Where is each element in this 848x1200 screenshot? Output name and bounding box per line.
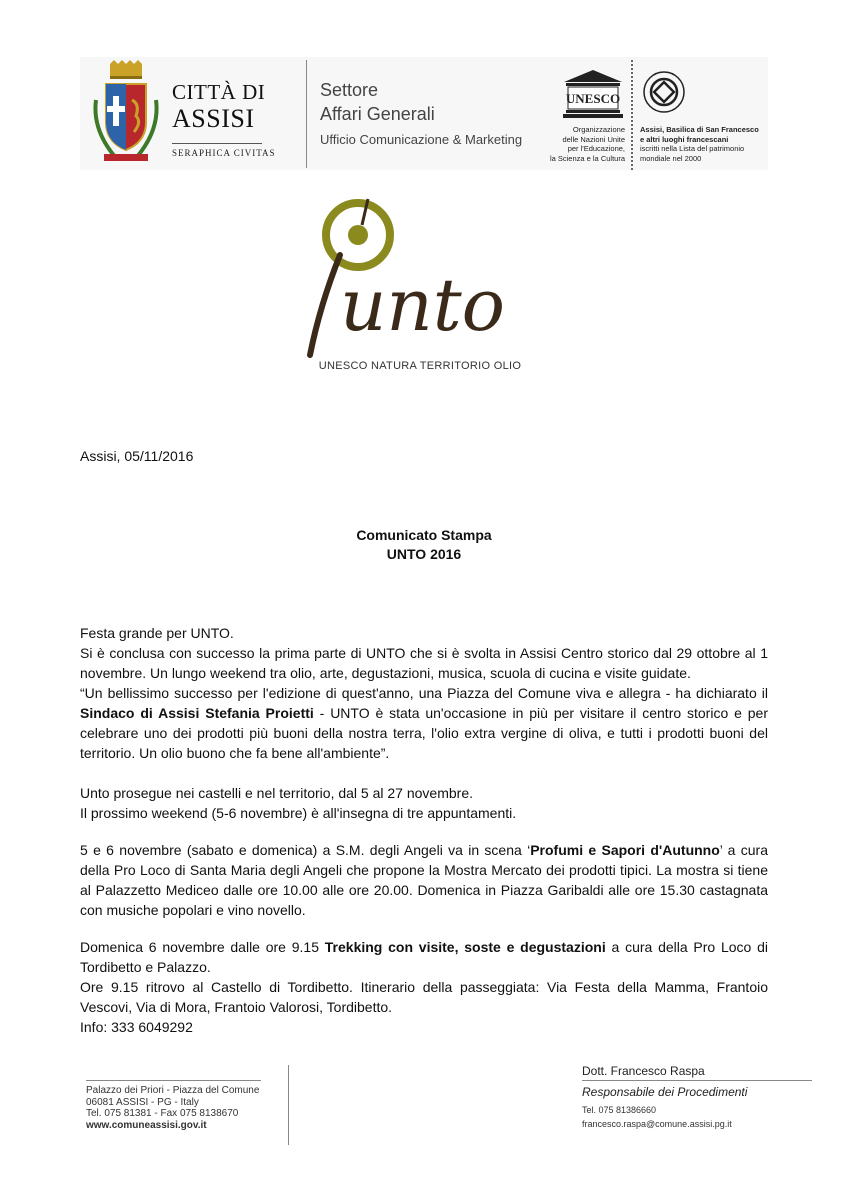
signatory-phone: Tel. 075 81386660 — [582, 1105, 657, 1115]
signatory-email[interactable]: francesco.raspa@comune.assisi.pg.it — [582, 1119, 732, 1129]
unto-logo-icon — [300, 195, 540, 370]
paragraph-2: Unto prosegue nei castelli e nel territorio, dal 5 al 27 novembre. Il prossimo weekend (5-6 novembre) è all'insegna di tre appuntamenti. — [80, 785, 517, 821]
assisi-crest-icon — [86, 60, 166, 170]
unesco-caption: Organizzazione delle Nazioni Unite per l'Educazione, la Scienza e la Cultura — [549, 125, 625, 163]
paragraph-4: Domenica 6 novembre dalle ore 9.15 Trekking con visite, soste e degustazioni a cura della Pro Loco di Tordibetto e Palazzo. Ore 9.15 ritrovo al Castello di Tordibetto. Itinerario della passeggiata: Via Festa della Mamma, Frantoio Vescovi, Via di Mora, Frantoio Valorosi, Tordibetto. Info: 333 6049292 — [80, 939, 769, 1035]
city-name: CITTÀ DI ASSISI — [172, 80, 266, 133]
website-link[interactable]: www.comuneassisi.gov.it — [86, 1119, 207, 1131]
signatory-role: Responsabile dei Procedimenti — [582, 1085, 748, 1099]
unesco-word: UNESCO — [565, 91, 621, 106]
letter-date: Assisi, 05/11/2016 — [80, 448, 194, 464]
world-heritage-icon — [642, 70, 686, 114]
unesco-temple-icon — [560, 68, 626, 120]
sector-name: Settore Affari Generali — [320, 80, 435, 124]
office-name: Ufficio Comunicazione & Marketing — [320, 132, 523, 147]
unto-tagline: UNESCO NATURA TERRITORIO OLIO — [318, 360, 522, 372]
divider — [172, 143, 262, 144]
divider — [631, 60, 633, 170]
city-motto: SERAPHICA CIVITAS — [172, 148, 276, 158]
heritage-caption: Assisi, Basilica di San Francesco e altri luoghi francescani iscritti nella Lista del patrimonio mondiale nel 2000 — [640, 125, 759, 163]
paragraph-1: Festa grande per UNTO. Si è conclusa con successo la prima parte di UNTO che si è svolta in Assisi Centro storico dal 29 ottobre al 1 novembre. Un lungo weekend tra olio, arte, degustazioni, musica, scuola di cucina e visite guidate. “Un bellissimo successo per l'edizione di quest'anno, una Piazza del Comune viva e allegra - ha dichiarato il Sindaco di Assisi Stefania Proietti - UNTO è stata un'occasione in più per visitare il centro storico e per celebrare uno dei prodotti più buoni della nostra terra, l'olio extra vergine di oliva, e tutti i prodotti buoni del territorio. Un olio buono che fa bene all'ambiente”. — [80, 625, 768, 761]
divider — [86, 1080, 261, 1081]
divider — [288, 1065, 289, 1145]
paragraph-3: 5 e 6 novembre (sabato e domenica) a S.M. degli Angeli va in scena ‘Profumi e Sapori d'Autunno’ a cura della Pro Loco di Santa Maria degli Angeli che propone la Mostra Mercato dei prodotti tipici. La mostra si tiene al Palazzetto Mediceo dalle ore 10.00 alle ore 20.00. Domenica in Piazza Garibaldi alle ore 15.30 castagnata con musiche popolari e vino novello. — [80, 842, 769, 918]
press-release-title: Comunicato Stampa UNTO 2016 — [356, 527, 492, 562]
footer-address: Palazzo dei Priori - Piazza del Comune 06081 ASSISI - PG - Italy Tel. 075 81381 - Fax 075 8138670 www.comuneassisi.gov.it — [86, 1085, 260, 1131]
divider — [582, 1080, 812, 1081]
signatory-name: Dott. Francesco Raspa — [582, 1064, 705, 1078]
divider — [306, 60, 307, 168]
unto-wordmark: unto — [340, 263, 506, 347]
